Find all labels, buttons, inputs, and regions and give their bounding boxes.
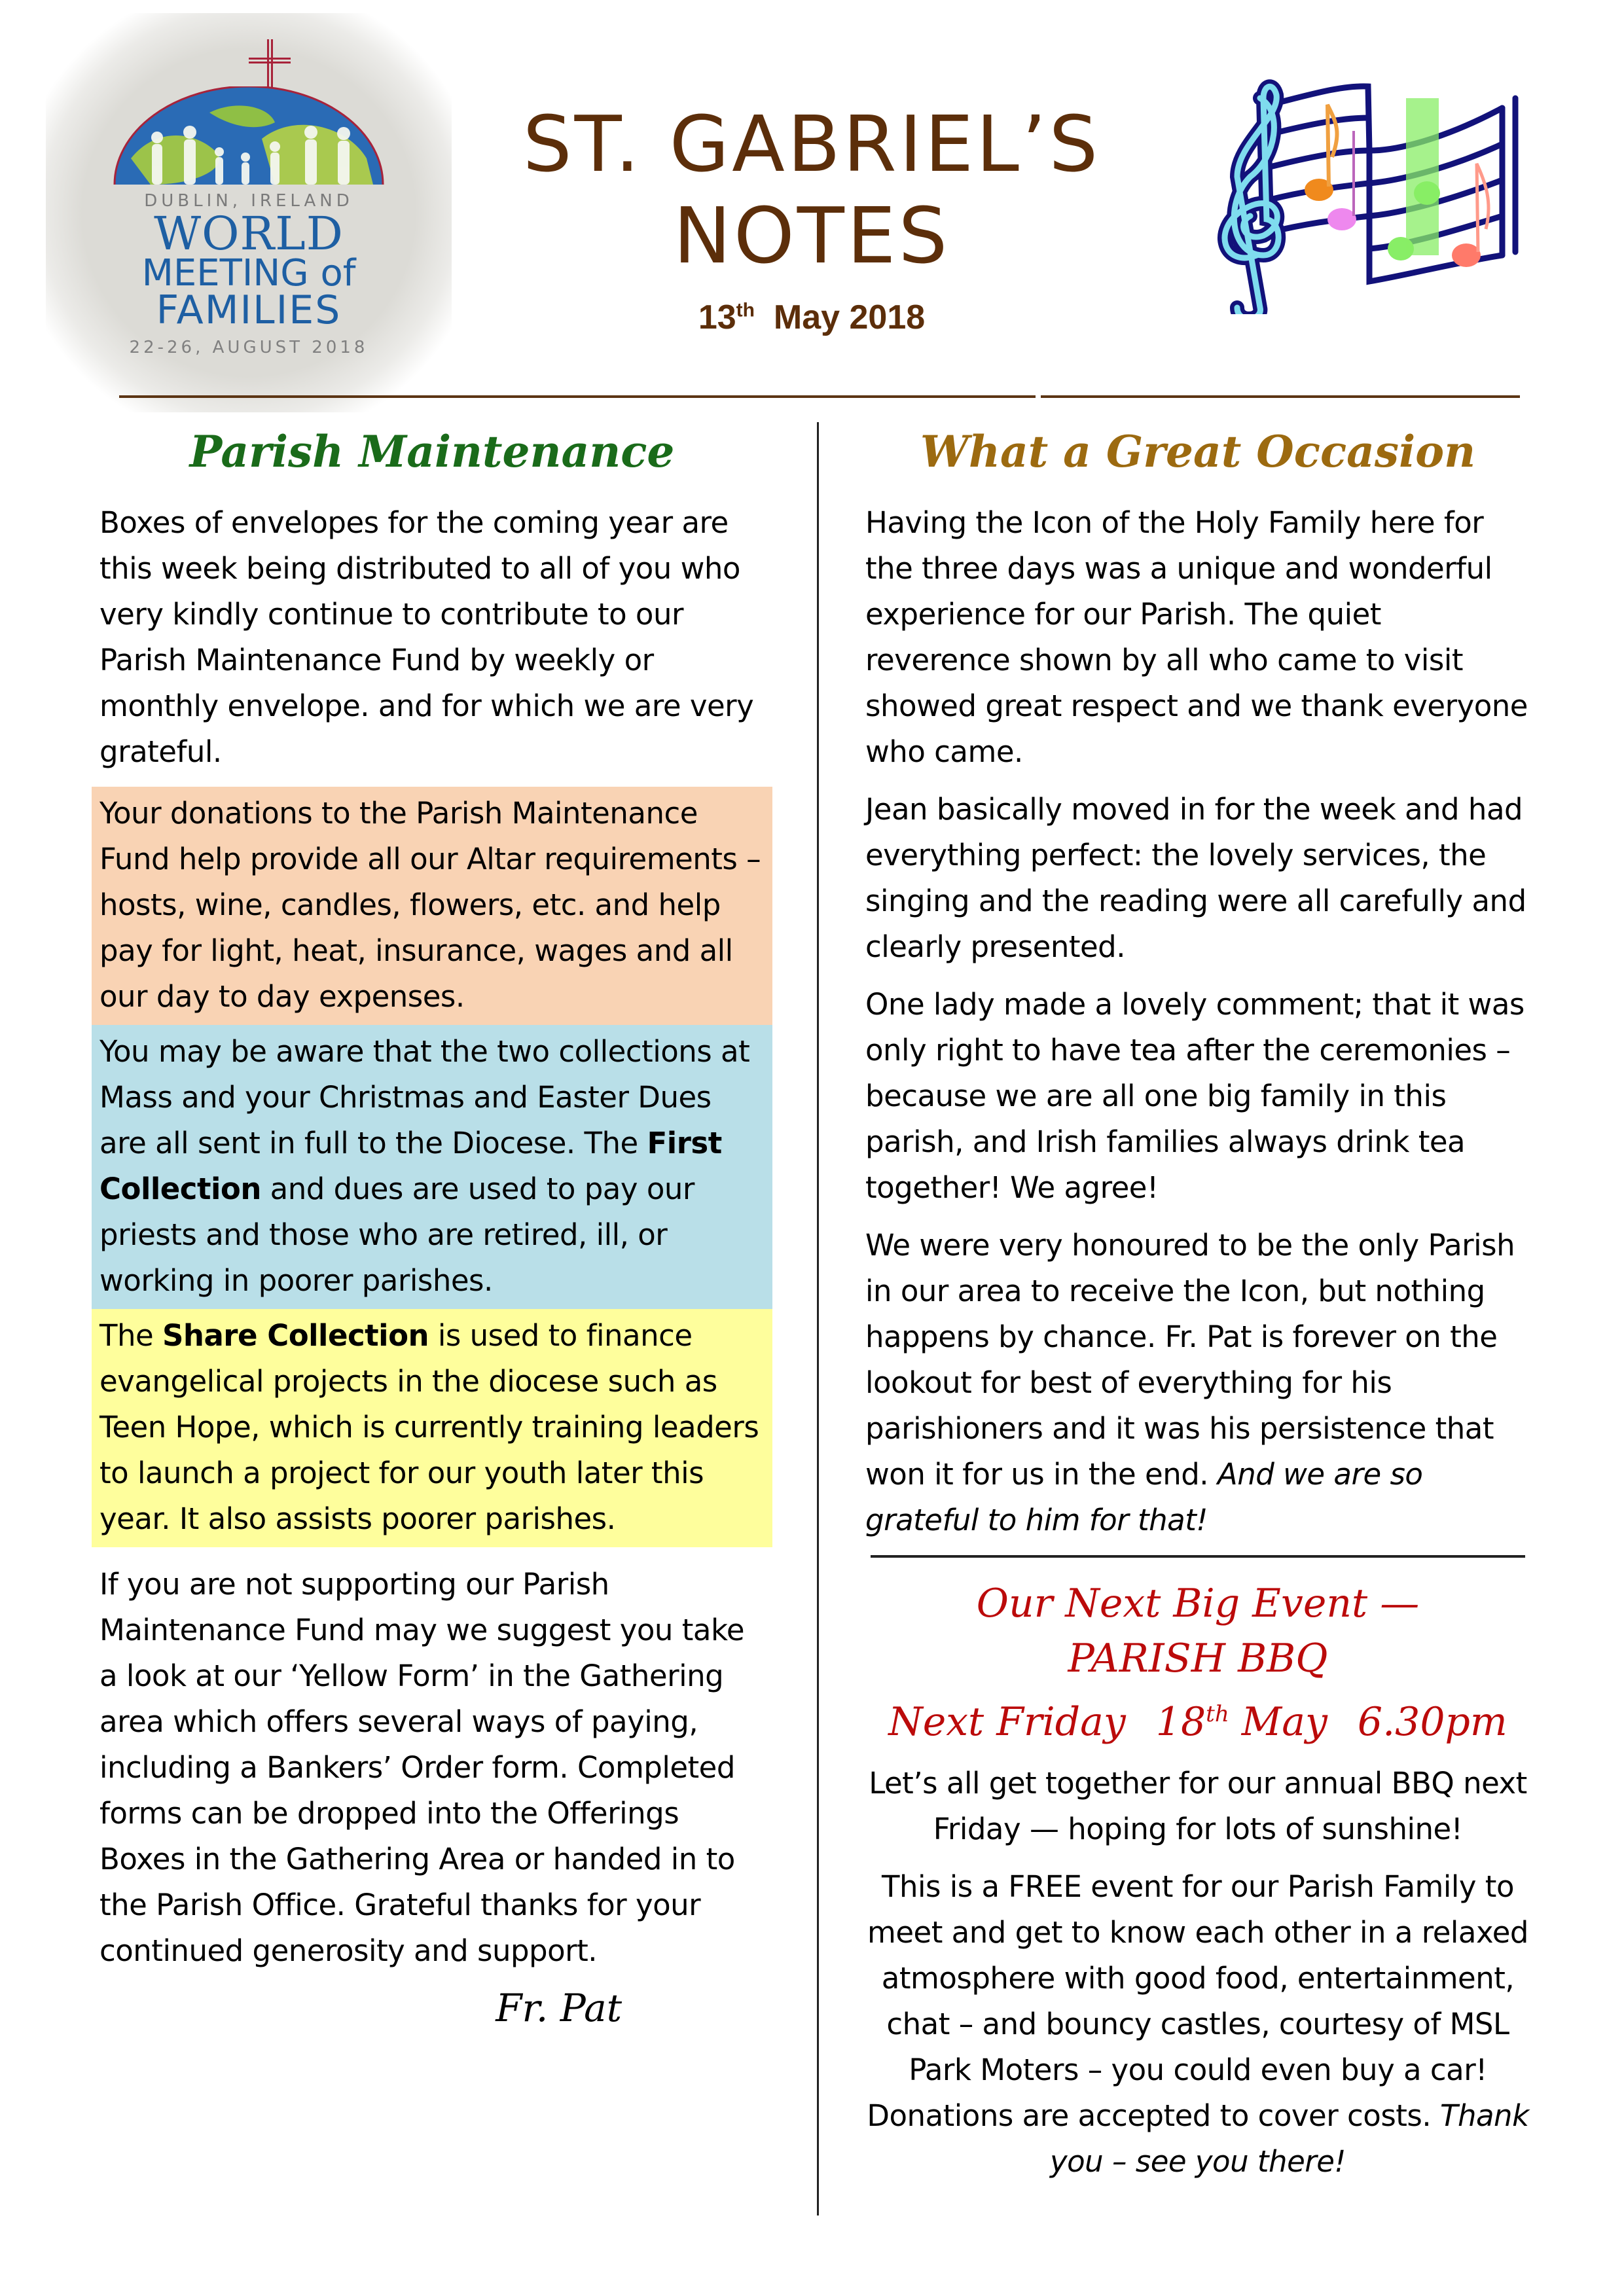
logo-world: WORLD (154, 207, 344, 260)
event-date-num: 18 (1155, 1699, 1206, 1745)
yellow-form-paragraph: If you are not supporting our Parish Maintenance Fund may we suggest you take a look at our ‘Yellow Form’ in the Gathering area which offers several ways of paying, including a Bankers’ Order form. Completed forms can be dropped into the Offerings Boxes in the Gathering Area or handed in to the Parish Office. Grateful thanks for your continued generosity and support. (99, 1567, 745, 1968)
title-line-1: ST. GABRIEL’S (522, 99, 1101, 189)
first-collection-label: First Collection (99, 1126, 722, 1206)
section-rule (871, 1555, 1525, 1558)
signature: Fr. Pat (496, 1986, 622, 2030)
event-month: May (1241, 1699, 1327, 1745)
logo-dates: 22-26, AUGUST 2018 (129, 338, 369, 357)
music-notes-icon (1198, 59, 1538, 314)
event-heading-line-1: Our Next Big Event — (976, 1581, 1420, 1626)
logo-content (111, 39, 386, 380)
occasion-paragraph-4-italic: And we are so grateful to him for that! (865, 1457, 1423, 1537)
event-paragraph-2-text: This is a FREE event for our Parish Family to meet and get to know each other in a relaxed atmosphere with good food, entertainment, chat – and bouncy castles, courtesy of MSL Park Moters – you could even buy a car! Donations are accepted to cover costs. (867, 1869, 1528, 2133)
event-day: Next Friday (888, 1699, 1126, 1745)
bbq-event-section (857, 1576, 1538, 2185)
occasion-paragraph-4 (857, 1223, 1538, 1543)
newsletter-title (471, 98, 1152, 281)
event-paragraph-2 (857, 1864, 1538, 2185)
maintenance-paragraph-1: Boxes of envelopes for the coming year are this week being distributed to all of you who very kindly continue to contribute to our Parish Maintenance Fund by weekly or monthly envelope. and for which we are very grateful. (99, 505, 754, 769)
title-line-2: NOTES (673, 190, 950, 281)
event-paragraph-2-italic: Thank you – see you there! (1050, 2098, 1529, 2179)
occasion-paragraph-4-text: We were very honoured to be the only Parish in our area to receive the Icon, but nothing happens by chance. Fr. Pat is forever on the lookout for best of everything for his parishioners and it was his persistence that won it for us in the end. (865, 1228, 1515, 1492)
parish-maintenance-section (92, 419, 772, 2030)
event-time: 6.30pm (1357, 1699, 1507, 1745)
logo-families: FAMILIES (156, 287, 342, 333)
event-heading-line-2: PARISH BBQ (1068, 1636, 1328, 1681)
occasion-paragraph-2: Jean basically moved in for the week and had everything perfect: the lovely services, the singing and the reading were all carefully and clearly presented. (865, 792, 1526, 964)
issue-date-day: 13 (698, 298, 736, 336)
event-date-suffix: th (1206, 1701, 1229, 1727)
event-date (857, 1686, 1538, 1750)
header-rule-right (1041, 395, 1520, 398)
great-occasion-section (857, 419, 1538, 2197)
logo-city: DUBLIN, IRELAND (144, 191, 353, 211)
occasion-paragraph-3: One lady made a lovely comment; that it was only right to have tea after the ceremonies – because we are all one big family in this parish, and Irish families always drink tea together! We agree! (865, 987, 1525, 1205)
header-rule-left (119, 395, 1036, 398)
logo-meeting: MEETING of (141, 252, 356, 295)
donations-box: Your donations to the Parish Maintenance Fund help provide all our Altar requirements – hosts, wine, candles, flowers, etc. and help pay for light, heat, insurance, wages and all our day to day expenses. (92, 787, 772, 1025)
first-collection-box (92, 1025, 772, 1309)
first-collection-text-a: You may be aware that the two collections at Mass and your Christmas and Easter Dues are all sent in full to the Diocese. The (99, 1034, 750, 1160)
share-collection-label: Share Collection (162, 1318, 429, 1353)
column-divider (817, 422, 819, 2215)
globe-with-family-icon (111, 86, 386, 185)
issue-date-suffix: th (736, 299, 755, 321)
first-collection-text-b: and dues are used to pay our priests and those who are retired, ill, or working in poorer parishes. (99, 1172, 695, 1298)
occasion-paragraph-1: Having the Icon of the Holy Family here for the three days was a unique and wonderful experience for our Parish. The quiet reverence shown by all who came to visit showed great respect and we thank everyone who came. (865, 505, 1528, 769)
event-paragraph-1: Let’s all get together for our annual BBQ next Friday — hoping for lots of sunshine! (869, 1766, 1527, 1846)
great-occasion-heading: What a Great Occasion (920, 426, 1476, 477)
world-meeting-of-families-logo (46, 13, 452, 412)
share-collection-text-a: The (99, 1318, 162, 1353)
issue-date (471, 298, 1152, 337)
share-collection-text-b: is used to finance evangelical projects in the diocese such as Teen Hope, which is currently training leaders to launch a project for our youth later this year. It also assists poorer parishes. (99, 1318, 759, 1536)
share-collection-box (92, 1309, 772, 1547)
parish-maintenance-heading: Parish Maintenance (189, 426, 675, 477)
issue-date-rest: May 2018 (773, 298, 926, 336)
